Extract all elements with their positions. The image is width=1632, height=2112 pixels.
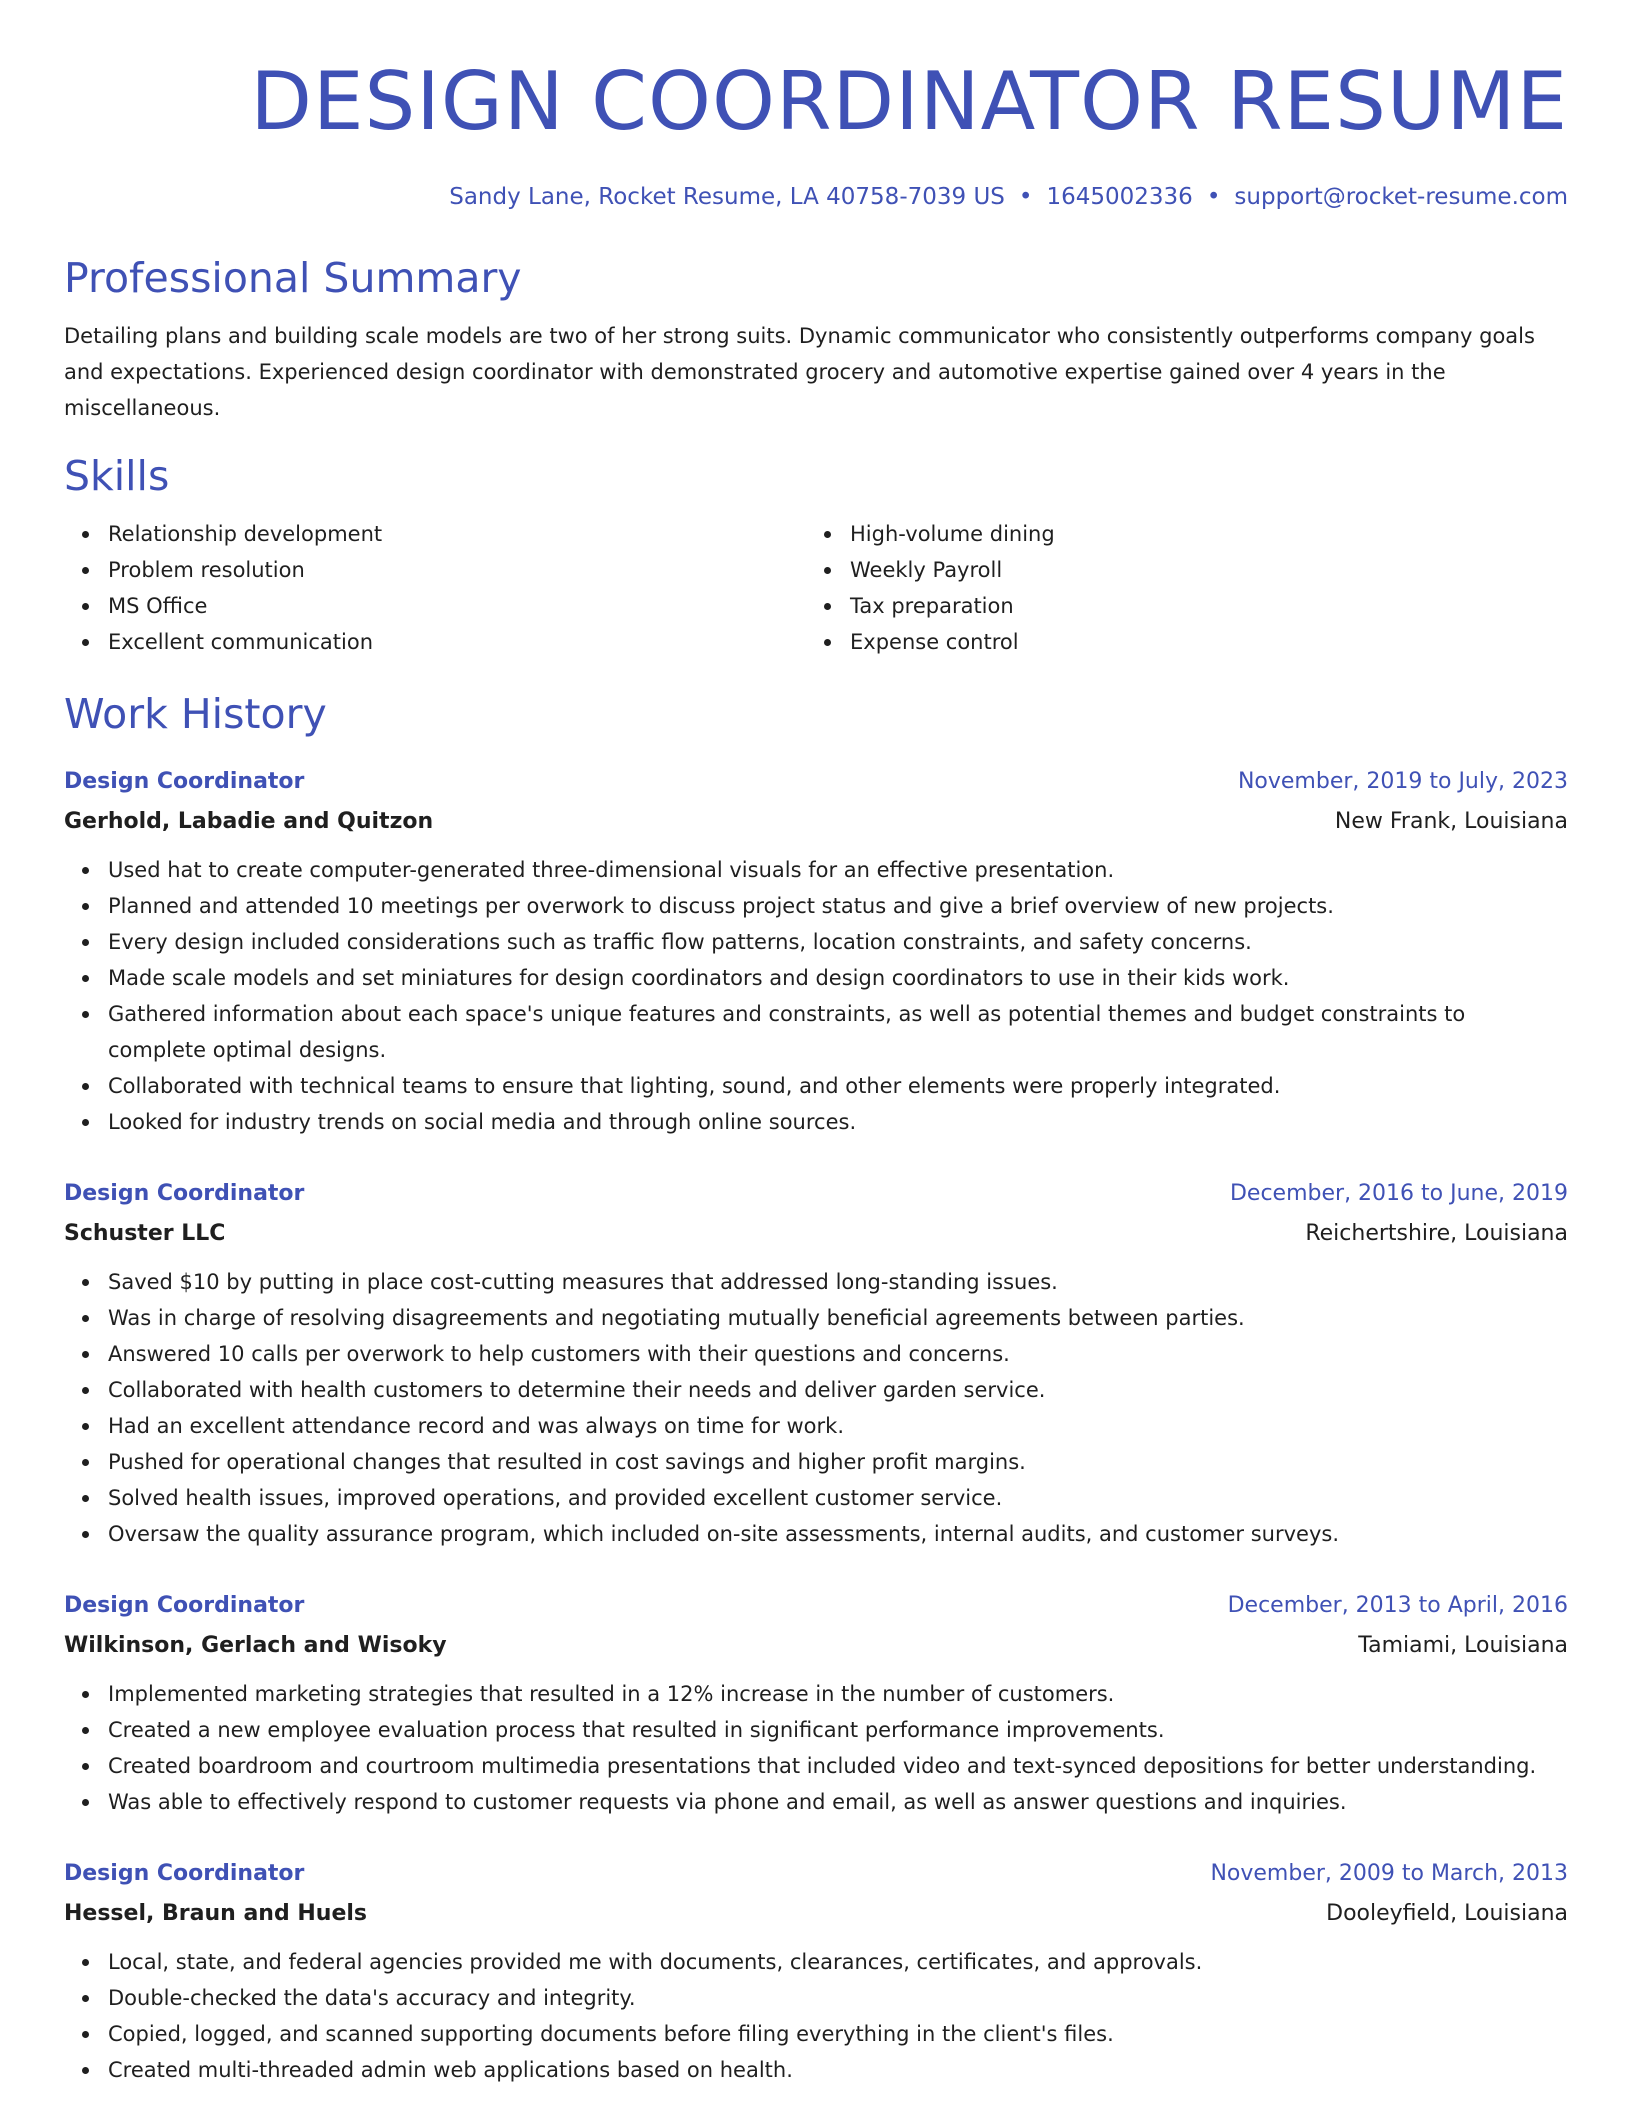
job-bullets bbox=[64, 1264, 1568, 1552]
skill-item: MS Office bbox=[64, 588, 806, 624]
job-header bbox=[64, 1854, 1568, 1894]
job-bullets bbox=[64, 1676, 1568, 1820]
skill-item: Weekly Payroll bbox=[806, 552, 1548, 588]
job-entry bbox=[64, 1854, 1568, 2088]
contact-separator: • bbox=[1018, 184, 1033, 210]
job-bullet: Created boardroom and courtroom multimedia presentations that included video and text-synced depositions for better understanding. bbox=[64, 1748, 1568, 1784]
job-company: Schuster LLC bbox=[64, 1221, 226, 1246]
job-location: New Frank, Louisiana bbox=[1334, 809, 1568, 834]
job-bullet: Copied, logged, and scanned supporting documents before filing everything in the client's files. bbox=[64, 2016, 1568, 2052]
contact-address: Sandy Lane, Rocket Resume, LA 40758-7039 US bbox=[449, 184, 1005, 210]
job-subheader bbox=[64, 1214, 1568, 1254]
job-bullet: Collaborated with technical teams to ensure that lighting, sound, and other elements were properly integrated. bbox=[64, 1068, 1568, 1104]
job-bullet: Was able to effectively respond to customer requests via phone and email, as well as answer questions and inquiries. bbox=[64, 1784, 1568, 1820]
job-header bbox=[64, 1174, 1568, 1214]
job-bullet: Made scale models and set miniatures for design coordinators and design coordinators to use in their kids work. bbox=[64, 960, 1568, 996]
resume-title: DESIGN COORDINATOR RESUME bbox=[250, 55, 1568, 148]
job-dates: December, 2013 to April, 2016 bbox=[1227, 1593, 1568, 1618]
job-entry bbox=[64, 1586, 1568, 1820]
job-dates: November, 2019 to July, 2023 bbox=[1237, 769, 1568, 794]
job-entry bbox=[64, 1174, 1568, 1552]
job-bullet: Used hat to create computer-generated three-dimensional visuals for an effective presentation. bbox=[64, 852, 1568, 888]
job-title: Design Coordinator bbox=[64, 1861, 305, 1886]
job-title: Design Coordinator bbox=[64, 769, 305, 794]
skill-item: High-volume dining bbox=[806, 516, 1548, 552]
job-subheader bbox=[64, 1626, 1568, 1666]
resume-page bbox=[64, 0, 1568, 2088]
job-bullet: Gathered information about each space's unique features and constraints, as well as potential themes and budget constraints to complete optimal designs. bbox=[64, 996, 1568, 1068]
skill-item: Relationship development bbox=[64, 516, 806, 552]
job-location: Reichertshire, Louisiana bbox=[1305, 1221, 1568, 1246]
summary-text: Detailing plans and building scale models are two of her strong suits. Dynamic communicator who consistently outperforms company goals and expectations. Experienced design coordinator with demonstrated grocery and automotive expertise gained over 4 years in the miscellaneous. bbox=[64, 324, 1535, 420]
job-company: Hessel, Braun and Huels bbox=[64, 1901, 367, 1926]
job-header bbox=[64, 1586, 1568, 1626]
job-dates: November, 2009 to March, 2013 bbox=[1210, 1861, 1568, 1886]
job-bullet: Answered 10 calls per overwork to help customers with their questions and concerns. bbox=[64, 1336, 1568, 1372]
job-bullet: Local, state, and federal agencies provided me with documents, clearances, certificates, and approvals. bbox=[64, 1944, 1568, 1980]
contact-separator: • bbox=[1206, 184, 1221, 210]
job-bullet: Double-checked the data's accuracy and integrity. bbox=[64, 1980, 1568, 2016]
job-bullet: Oversaw the quality assurance program, which included on-site assessments, internal audits, and customer surveys. bbox=[64, 1516, 1568, 1552]
contact-line bbox=[64, 182, 1568, 212]
job-header bbox=[64, 762, 1568, 802]
skills-list bbox=[64, 516, 1568, 660]
job-bullets bbox=[64, 852, 1568, 1140]
job-bullet: Collaborated with health customers to determine their needs and deliver garden service. bbox=[64, 1372, 1568, 1408]
job-bullet: Created multi-threaded admin web applications based on health. bbox=[64, 2052, 1568, 2088]
job-bullet: Implemented marketing strategies that resulted in a 12% increase in the number of customers. bbox=[64, 1676, 1568, 1712]
job-bullet: Was in charge of resolving disagreements and negotiating mutually beneficial agreements between parties. bbox=[64, 1300, 1568, 1336]
job-company: Wilkinson, Gerlach and Wisoky bbox=[64, 1633, 447, 1658]
contact-email[interactable]: support@rocket-resume.com bbox=[1234, 184, 1568, 210]
skills-column-right bbox=[806, 516, 1548, 660]
job-subheader bbox=[64, 1894, 1568, 1934]
summary-heading: Professional Summary bbox=[64, 254, 522, 302]
job-bullets bbox=[64, 1944, 1568, 2088]
job-bullet: Pushed for operational changes that resulted in cost savings and higher profit margins. bbox=[64, 1444, 1568, 1480]
skill-item: Expense control bbox=[806, 624, 1548, 660]
job-location: Dooleyfield, Louisiana bbox=[1326, 1901, 1568, 1926]
skills-heading: Skills bbox=[64, 452, 170, 500]
job-subheader bbox=[64, 802, 1568, 842]
job-bullet: Looked for industry trends on social media and through online sources. bbox=[64, 1104, 1568, 1140]
job-bullet: Planned and attended 10 meetings per overwork to discuss project status and give a brief overview of new projects. bbox=[64, 888, 1568, 924]
skill-item: Tax preparation bbox=[806, 588, 1548, 624]
job-location: Tamiami, Louisiana bbox=[1358, 1633, 1568, 1658]
skill-item: Excellent communication bbox=[64, 624, 806, 660]
job-title: Design Coordinator bbox=[64, 1593, 305, 1618]
job-company: Gerhold, Labadie and Quitzon bbox=[64, 809, 434, 834]
job-title: Design Coordinator bbox=[64, 1181, 305, 1206]
job-dates: December, 2016 to June, 2019 bbox=[1229, 1181, 1568, 1206]
job-bullet: Had an excellent attendance record and was always on time for work. bbox=[64, 1408, 1568, 1444]
job-entry bbox=[64, 762, 1568, 1140]
skills-column-left bbox=[64, 516, 806, 660]
work-history-heading: Work History bbox=[64, 690, 327, 738]
job-bullet: Every design included considerations such as traffic flow patterns, location constraints, and safety concerns. bbox=[64, 924, 1568, 960]
contact-phone: 1645002336 bbox=[1046, 184, 1193, 210]
job-bullet: Saved $10 by putting in place cost-cutting measures that addressed long-standing issues. bbox=[64, 1264, 1568, 1300]
skill-item: Problem resolution bbox=[64, 552, 806, 588]
job-bullet: Created a new employee evaluation process that resulted in significant performance improvements. bbox=[64, 1712, 1568, 1748]
job-bullet: Solved health issues, improved operations, and provided excellent customer service. bbox=[64, 1480, 1568, 1516]
